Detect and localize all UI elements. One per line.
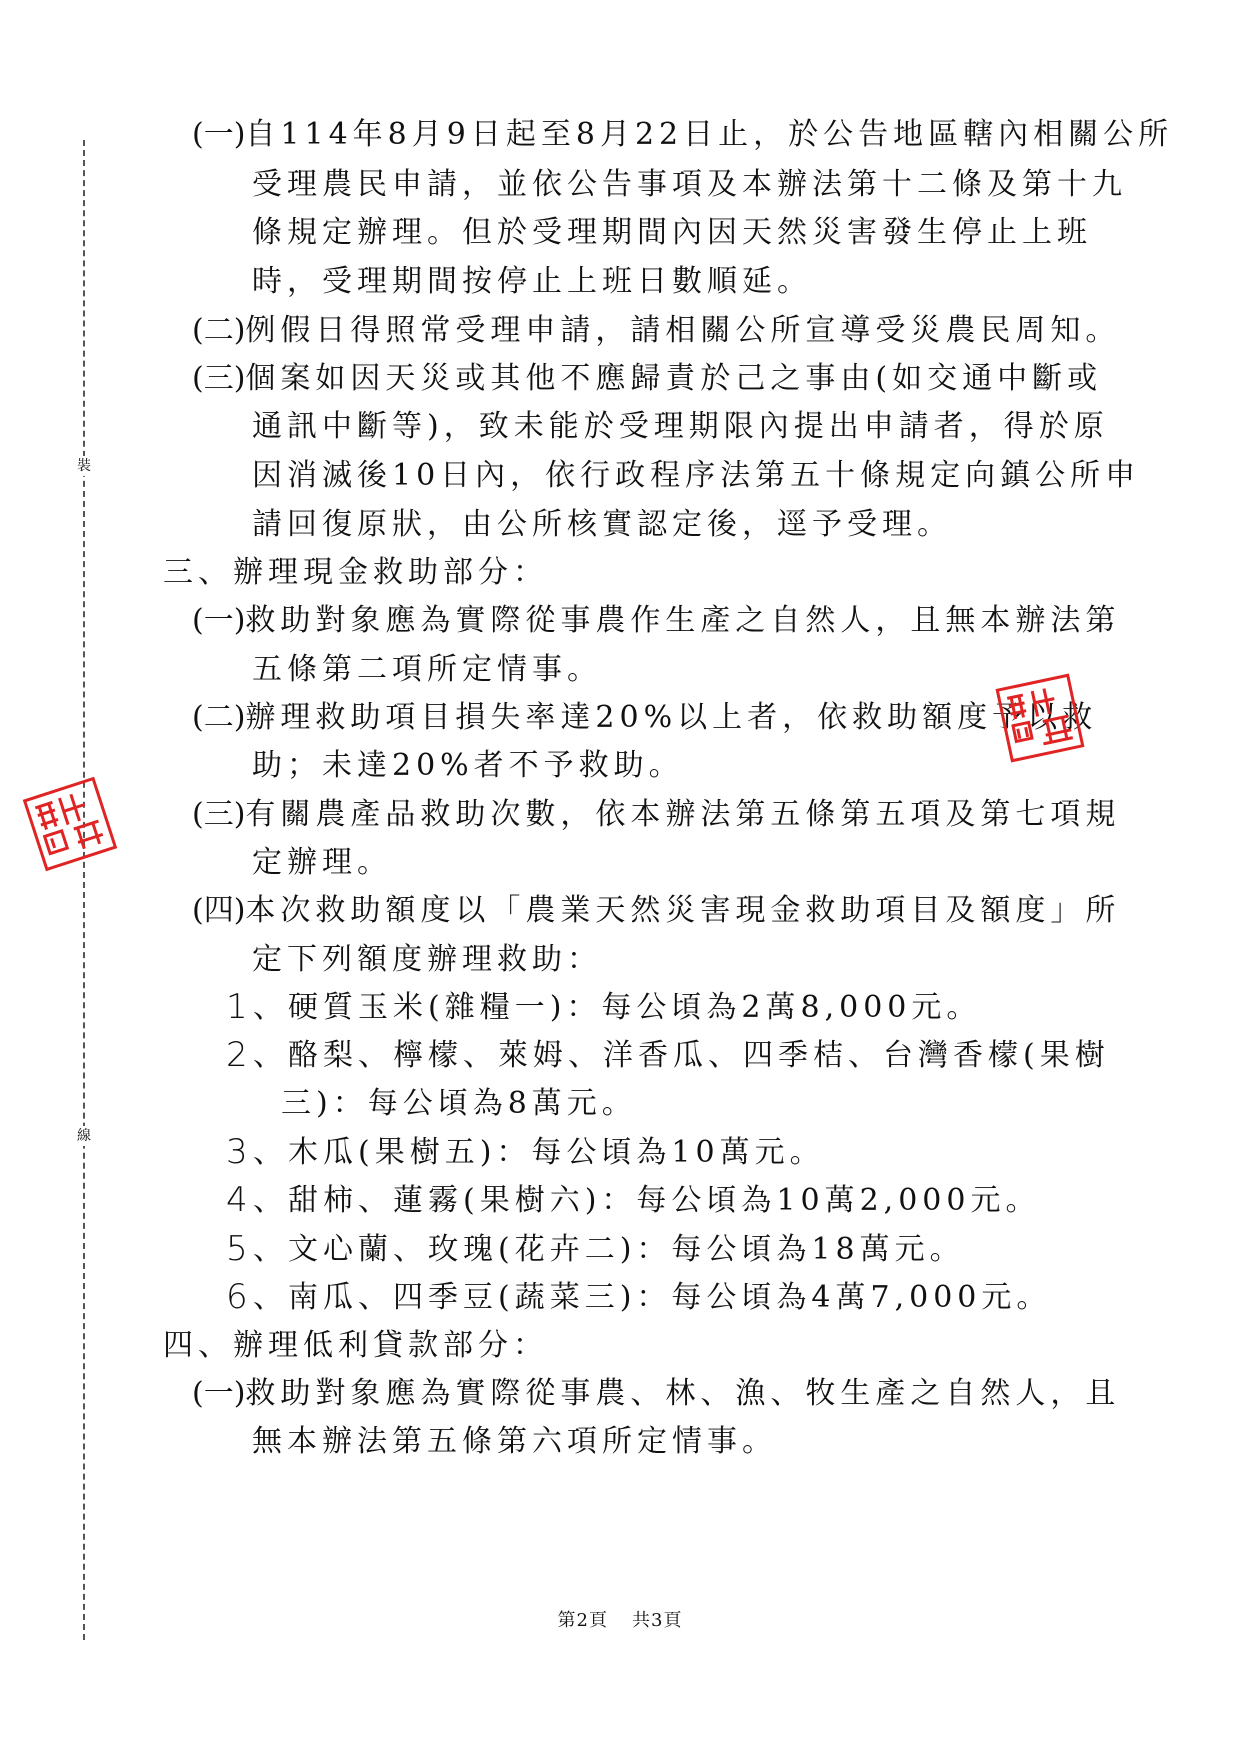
subitem-number: 6 [226, 1277, 248, 1317]
subitem-number: 2 [226, 1035, 248, 1075]
subitem-4-line-1: 、甜柿、蓮霧(果樹六)：每公頃為10萬2,000元。 [253, 1183, 1041, 1218]
item-3-3-line-1 [192, 795, 1120, 835]
subitem-number: 3 [226, 1132, 248, 1172]
page-total: 共3頁 [632, 1610, 683, 1631]
item-label: (三) [192, 361, 246, 396]
section-3-heading: 三、辦理現金救助部分： [163, 555, 548, 590]
item-label: (三) [192, 797, 246, 832]
item-label: (一) [192, 117, 246, 152]
item-text: 有關農產品救助次數，依本辦法第五條第五項及第七項規 [245, 797, 1121, 832]
subitem-6-line-1: 、南瓜、四季豆(蔬菜三)：每公頃為4萬7,000元。 [253, 1280, 1052, 1315]
item-2-1-line-3: 條規定辦理。但於受理期間內因天然災害發生停止上班 [252, 215, 1092, 250]
subitem-number: 4 [226, 1180, 248, 1220]
item-2-1-line-2: 受理農民申請，並依公告事項及本辦法第十二條及第十九 [252, 167, 1127, 202]
item-2-2-line-1 [192, 311, 1120, 351]
item-label: (一) [192, 1376, 246, 1411]
item-2-3-line-3: 因消滅後10日內，依行政程序法第五十條規定向鎮公所申 [252, 458, 1141, 493]
binding-mark-top: 裝 [74, 456, 94, 476]
item-3-1-line-2: 五條第二項所定情事。 [252, 652, 602, 687]
subitem-2-line-2: 三)：每公頃為8萬元。 [281, 1086, 637, 1121]
item-3-1-line-1 [192, 601, 1120, 641]
item-4-1-line-1 [192, 1374, 1120, 1414]
page-footer [0, 1606, 1240, 1632]
item-2-3-line-4: 請回復原狀，由公所核實認定後，逕予受理。 [252, 507, 952, 542]
binding-line [83, 140, 85, 1640]
item-2-3-line-1 [192, 359, 1102, 399]
subitem-3-line-1: 、木瓜(果樹五)：每公頃為10萬元。 [253, 1135, 825, 1170]
item-label: (二) [192, 313, 246, 348]
subitem-number: 1 [226, 987, 248, 1027]
item-3-3-line-2: 定辦理。 [252, 845, 392, 880]
official-seal-stamp-right [994, 672, 1086, 764]
item-text: 救助對象應為實際從事農、林、漁、牧生產之自然人，且 [245, 1376, 1121, 1411]
item-label: (四) [192, 893, 246, 928]
item-text: 個案如因天災或其他不應歸責於己之事由(如交通中斷或 [245, 361, 1103, 396]
item-3-4-line-2: 定下列額度辦理救助： [252, 942, 602, 977]
item-3-2-line-2: 助；未達20%者不予救助。 [252, 748, 684, 783]
item-text: 救助對象應為實際從事農作生產之自然人，且無本辦法第 [245, 603, 1121, 638]
binding-mark-bottom: 線 [74, 1126, 94, 1146]
item-label: (二) [192, 700, 246, 735]
item-3-2-line-1 [192, 698, 1097, 738]
item-4-1-line-2: 無本辦法第五條第六項所定情事。 [252, 1424, 777, 1459]
subitem-number: 5 [226, 1229, 248, 1269]
subitem-5-line-1: 、文心蘭、玫瑰(花卉二)：每公頃為18萬元。 [253, 1232, 965, 1267]
item-2-1-line-1 [192, 115, 1173, 155]
item-label: (一) [192, 603, 246, 638]
section-4-heading: 四、辦理低利貸款部分： [163, 1328, 548, 1363]
subitem-1-line-1: 、硬質玉米(雜糧一)：每公頃為2萬8,000元。 [253, 990, 982, 1025]
item-text: 自114年8月9日起至8月22日止，於公告地區轄內相關公所 [245, 117, 1174, 152]
item-text: 本次救助額度以「農業天然災害現金救助項目及額度」所 [245, 893, 1121, 928]
item-text: 辦理救助項目損失率達20%以上者，依救助額度予以救 [245, 700, 1098, 735]
official-seal-stamp-left [22, 776, 118, 872]
item-text: 例假日得照常受理申請，請相關公所宣導受災農民周知。 [245, 313, 1121, 348]
subitem-2-line-1: 、酪梨、檸檬、萊姆、洋香瓜、四季桔、台灣香檬(果樹 [253, 1038, 1110, 1073]
page-number: 第2頁 [557, 1610, 608, 1631]
item-3-4-line-1 [192, 891, 1120, 931]
item-2-1-line-4: 時，受理期間按停止上班日數順延。 [252, 264, 812, 299]
item-2-3-line-2: 通訊中斷等)，致未能於受理期限內提出申請者，得於原 [252, 409, 1109, 444]
